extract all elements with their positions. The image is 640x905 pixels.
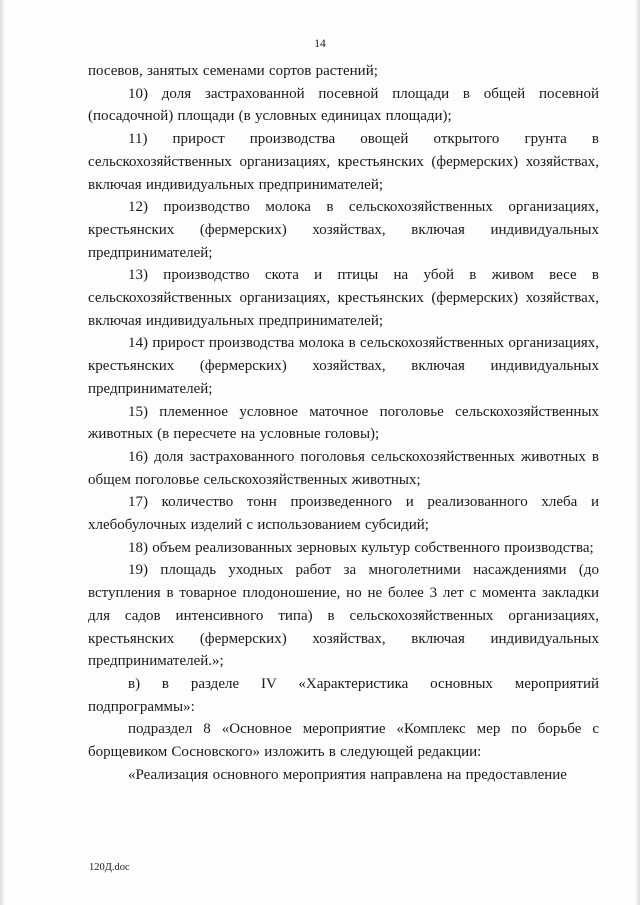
scan-edge-right — [634, 0, 640, 905]
scan-edge-left — [0, 0, 6, 905]
paragraph-item-11: 11) прирост производства овощей открытого грунта в сельскохозяйственных организациях, крестьянских (фермерских) хозяйствах, включая индивидуальных предпринимателей; — [88, 131, 599, 193]
paragraph-section-v: в) в разделе IV «Характеристика основных мероприятий подпрограммы»: — [88, 675, 599, 715]
page-number: 14 — [314, 38, 326, 50]
paragraph-item-12: 12) производство молока в сельскохозяйственных организациях, крестьянских (фермерских) хозяйствах, включая индивидуальных предпринимателей; — [88, 199, 599, 261]
paragraph-quote-start: «Реализация основного мероприятия направлена на предоставление — [128, 766, 567, 783]
paragraph-item-17: 17) количество тонн произведенного и реализованного хлеба и хлебобулочных изделий с использованием субсидий; — [88, 494, 599, 534]
paragraph-item-15: 15) племенное условное маточное поголовье сельскохозяйственных животных (в пересчете на условные головы); — [88, 403, 599, 443]
file-name-footer: 120Д.doc — [89, 862, 130, 873]
document-body — [88, 60, 599, 787]
paragraph-subsection-8: подраздел 8 «Основное мероприятие «Комплекс мер по борьбе с борщевиком Сосновского» изложить в следующей редакции: — [88, 721, 599, 761]
paragraph-item-18: 18) объем реализованных зерновых культур собственного производства; — [128, 539, 594, 556]
paragraph-item-14: 14) прирост производства молока в сельскохозяйственных организациях, крестьянских (фермерских) хозяйствах, включая индивидуальных предпринимателей; — [88, 335, 599, 397]
paragraph-item-19: 19) площадь уходных работ за многолетними насаждениями (до вступления в товарное плодоношение, но не более 3 лет с момента закладки для садов интенсивного типа) в сельскохозяйственных организациях, крестьянских (фермерских) хозяйствах, включая индивидуальных предпринимателей.»; — [88, 562, 599, 670]
paragraph-continuation: посевов, занятых семенами сортов растений; — [88, 63, 378, 79]
paragraph-item-16: 16) доля застрахованного поголовья сельскохозяйственных животных в общем поголовье сельскохозяйственных животных; — [88, 448, 599, 488]
paragraph-item-13: 13) производство скота и птицы на убой в живом весе в сельскохозяйственных организациях, крестьянских (фермерских) хозяйствах, включая индивидуальных предпринимателей; — [88, 267, 599, 329]
paragraph-item-10: 10) доля застрахованной посевной площади в общей посевной (посадочной) площади (в условных единицах площади); — [88, 85, 599, 125]
